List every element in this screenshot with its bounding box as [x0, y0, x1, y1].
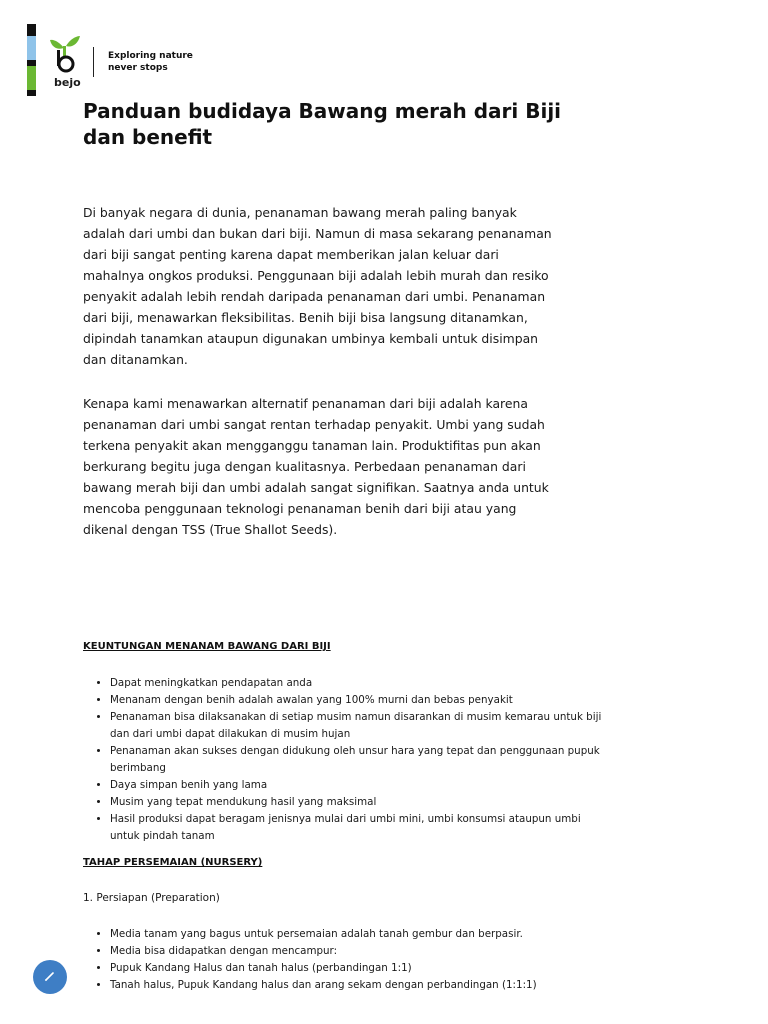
title-line-1: Panduan budidaya Bawang merah dari Biji [83, 99, 562, 123]
brand-color-bar [27, 24, 36, 96]
list-item: • Media tanam yang bagus untuk persemaian adalah tanah gembur dan berpasir. [110, 926, 610, 943]
tagline-line-1: Exploring nature [108, 51, 193, 61]
header-divider [93, 47, 94, 77]
tagline-line-2: never stops [108, 63, 168, 73]
title-line-2: dan benefit [83, 125, 213, 149]
list-item: • Dapat meningkatkan pendapatan anda [110, 675, 610, 692]
intro-paragraph-1: Di banyak negara di dunia, penanaman bawang merah paling banyak adalah dari umbi dan bukan dari biji. Namun di masa sekarang penanaman dari biji sangat penting karena dapat memberikan jalan keluar dari mahalnya ongkos produksi. Penggunaan biji adalah lebih murah dan resiko penyakit adalah lebih rendah daripada penanaman dari umbi. Penanaman dari biji, menawarkan fleksibilitas. Benih biji bisa langsung ditanamkan, dipindah tanamkan ataupun digunakan umbinya kembali untuk disimpan dan ditanamkan. [83, 205, 552, 367]
list-item: • Musim yang tepat mendukung hasil yang maksimal [110, 794, 610, 811]
list-item: • Tanah halus, Pupuk Kandang halus dan arang sekam dengan perbandingan (1:1:1) [110, 977, 610, 994]
page-title [83, 98, 603, 150]
brand-tagline [108, 50, 193, 74]
section-heading-nursery: TAHAP PERSEMAIAN (NURSERY) [83, 857, 263, 868]
list-item: • Daya simpan benih yang lama [110, 777, 610, 794]
pencil-icon [43, 968, 57, 987]
benefits-list [83, 675, 610, 845]
list-item: • Media bisa didapatkan dengan mencampur: [110, 943, 610, 960]
edit-button[interactable] [33, 960, 67, 994]
logo-text: bejo [54, 76, 81, 89]
step-1-label: 1. Persiapan (Preparation) [83, 892, 220, 904]
intro-paragraph-2: Kenapa kami menawarkan alternatif penanaman dari biji adalah karena penanaman dari umbi sangat rentan terhadap penyakit. Umbi yang sudah terkena penyakit akan mengganggu tanaman lain. Produktifitas pun akan berkurang begitu juga dengan kualitasnya. Perbedaan penanaman dari bawang merah biji dan umbi adalah sangat signifikan. Saatnya anda untuk mencoba penggunaan teknologi penanaman benih dari biji atau yang dikenal dengan TSS (True Shallot Seeds). [83, 396, 549, 537]
list-item: • Hasil produksi dapat beragam jenisnya mulai dari umbi mini, umbi konsumsi ataupun umbi untuk pindah tanam [110, 811, 610, 845]
list-item: • Penanaman bisa dilaksanakan di setiap musim namun disarankan di musim kemarau untuk biji dan dari umbi dapat dilakukan di musim hujan [110, 709, 610, 743]
list-item: • Pupuk Kandang Halus dan tanah halus (perbandingan 1:1) [110, 960, 610, 977]
list-item: • Menanam dengan benih adalah awalan yang 100% murni dan bebas penyakit [110, 692, 610, 709]
list-item: • Penanaman akan sukses dengan didukung oleh unsur hara yang tepat dan penggunaan pupuk berimbang [110, 743, 610, 777]
preparation-list [83, 926, 610, 994]
section-heading-benefits: KEUNTUNGAN MENANAM BAWANG DARI BIJI [83, 641, 331, 652]
